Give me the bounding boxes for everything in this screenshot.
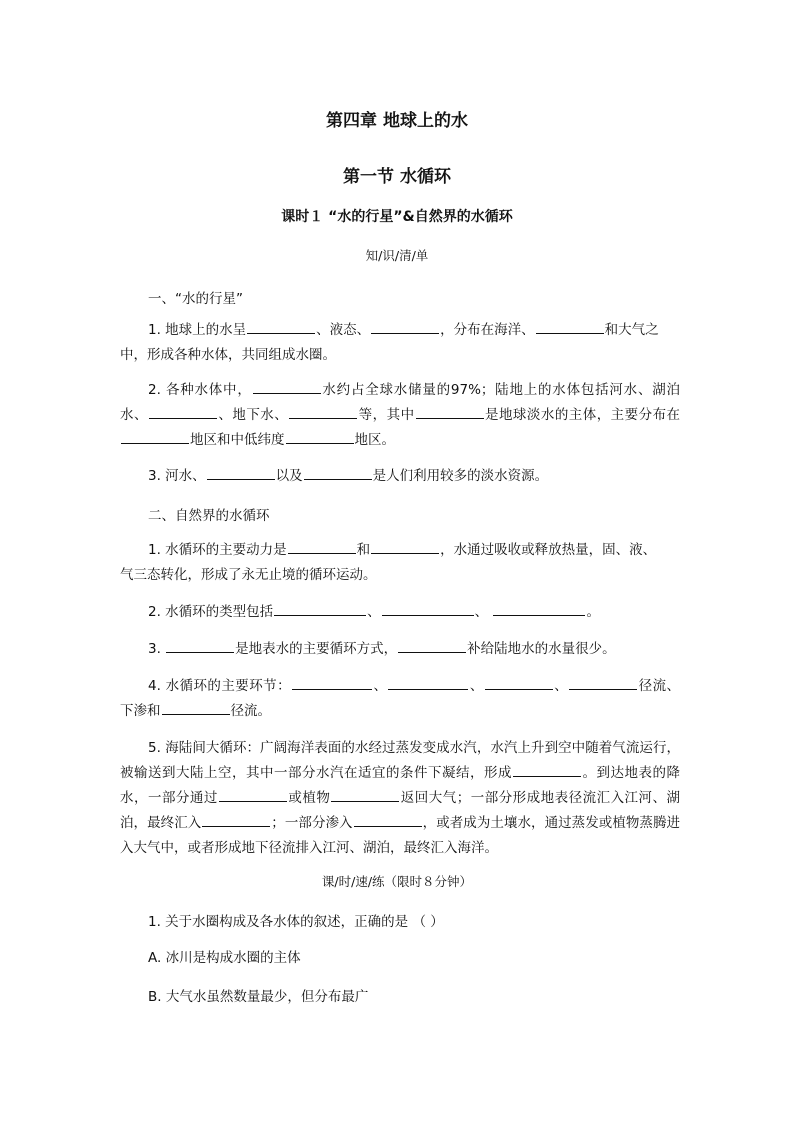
part1-title: 一、“水的行星” xyxy=(148,291,243,307)
part2-title: 二、自然界的水循环 xyxy=(148,508,270,524)
blank[interactable] xyxy=(416,404,484,419)
blank[interactable] xyxy=(289,404,357,419)
part2-q5: 5. 海陆间大循环：广阔海洋表面的水经过蒸发变成水汽，水汽上升到空中随着气流运行，被输送到大陆上空，其中一部分水汽在适宜的条件下凝结，形成 。到达地表的降水，一部分通过 或植物 返回大气；一部分形成地表径流汇入江河、湖泊，最终汇入 ；一部分渗入 ，或者成为土壤水，通过蒸发或植物蒸腾进入大气中，或者形成地下径流排入江河、湖泊，最终汇入海洋。 xyxy=(120,740,681,856)
lesson-title: 课时１ “水的行星”&自然界的水循环 xyxy=(281,209,513,225)
practice-heading: 课/时/速/练（限时８分钟） xyxy=(321,874,473,889)
blank[interactable] xyxy=(304,465,372,480)
practice-option-b[interactable]: B. 大气水虽然数量最少，但分布最广 xyxy=(148,989,369,1005)
blank[interactable] xyxy=(536,319,604,334)
blank[interactable] xyxy=(371,539,439,554)
blank[interactable] xyxy=(485,675,553,690)
blank[interactable] xyxy=(292,675,372,690)
knowledge-list-heading: 知/识/清/单 xyxy=(365,248,429,263)
part2-q2: 2. 水循环的类型包括 、 、 。 xyxy=(120,600,680,625)
blank[interactable] xyxy=(149,404,217,419)
blank[interactable] xyxy=(398,638,466,653)
part1-q1: 1. 地球上的水呈 、液态、 ，分布在海洋、 和大气之 中，形成各种水体，共同组成水圈。 xyxy=(120,318,680,368)
blank[interactable] xyxy=(253,379,321,394)
blank[interactable] xyxy=(493,601,585,616)
blank[interactable] xyxy=(207,465,275,480)
part2-q1: 1. 水循环的主要动力是 和 ，水通过吸收或释放热量，固、液、 气三态转化，形成了永无止境的循环运动。 xyxy=(120,538,680,588)
part1-q2: 2. 各种水体中， 水约占全球水储量的97%；陆地上的水体包括河水、湖泊水、 、地下水、 等，其中 是地球淡水的主体，主要分布在地区和中低纬度 地区。 xyxy=(120,378,680,453)
blank[interactable] xyxy=(331,787,399,802)
practice-option-a[interactable]: A. 冰川是构成水圈的主体 xyxy=(148,950,301,966)
blank[interactable] xyxy=(354,812,422,827)
blank[interactable] xyxy=(388,675,468,690)
blank[interactable] xyxy=(382,601,474,616)
section-title: 第一节 水循环 xyxy=(343,167,451,187)
blank[interactable] xyxy=(274,601,366,616)
part2-q4: 4. 水循环的主要环节： 、 、 、 径流、下渗和 径流。 xyxy=(120,674,680,724)
blank[interactable] xyxy=(288,539,356,554)
blank[interactable] xyxy=(569,675,637,690)
part2-q3: 3. 是地表水的主要循环方式， 补给陆地水的水量很少。 xyxy=(120,637,680,662)
part1-q3: 3. 河水、 以及 是人们利用较多的淡水资源。 xyxy=(120,464,680,489)
blank[interactable] xyxy=(166,638,234,653)
blank[interactable] xyxy=(247,319,315,334)
blank[interactable] xyxy=(219,787,287,802)
blank[interactable] xyxy=(286,429,354,444)
blank[interactable] xyxy=(371,319,439,334)
blank[interactable] xyxy=(513,762,581,777)
blank[interactable] xyxy=(202,812,270,827)
blank[interactable] xyxy=(162,700,230,715)
chapter-title: 第四章 地球上的水 xyxy=(326,111,468,131)
blank[interactable] xyxy=(121,429,189,444)
practice-q1: 1. 关于水圈构成及各水体的叙述，正确的是 （ ） xyxy=(148,914,444,930)
